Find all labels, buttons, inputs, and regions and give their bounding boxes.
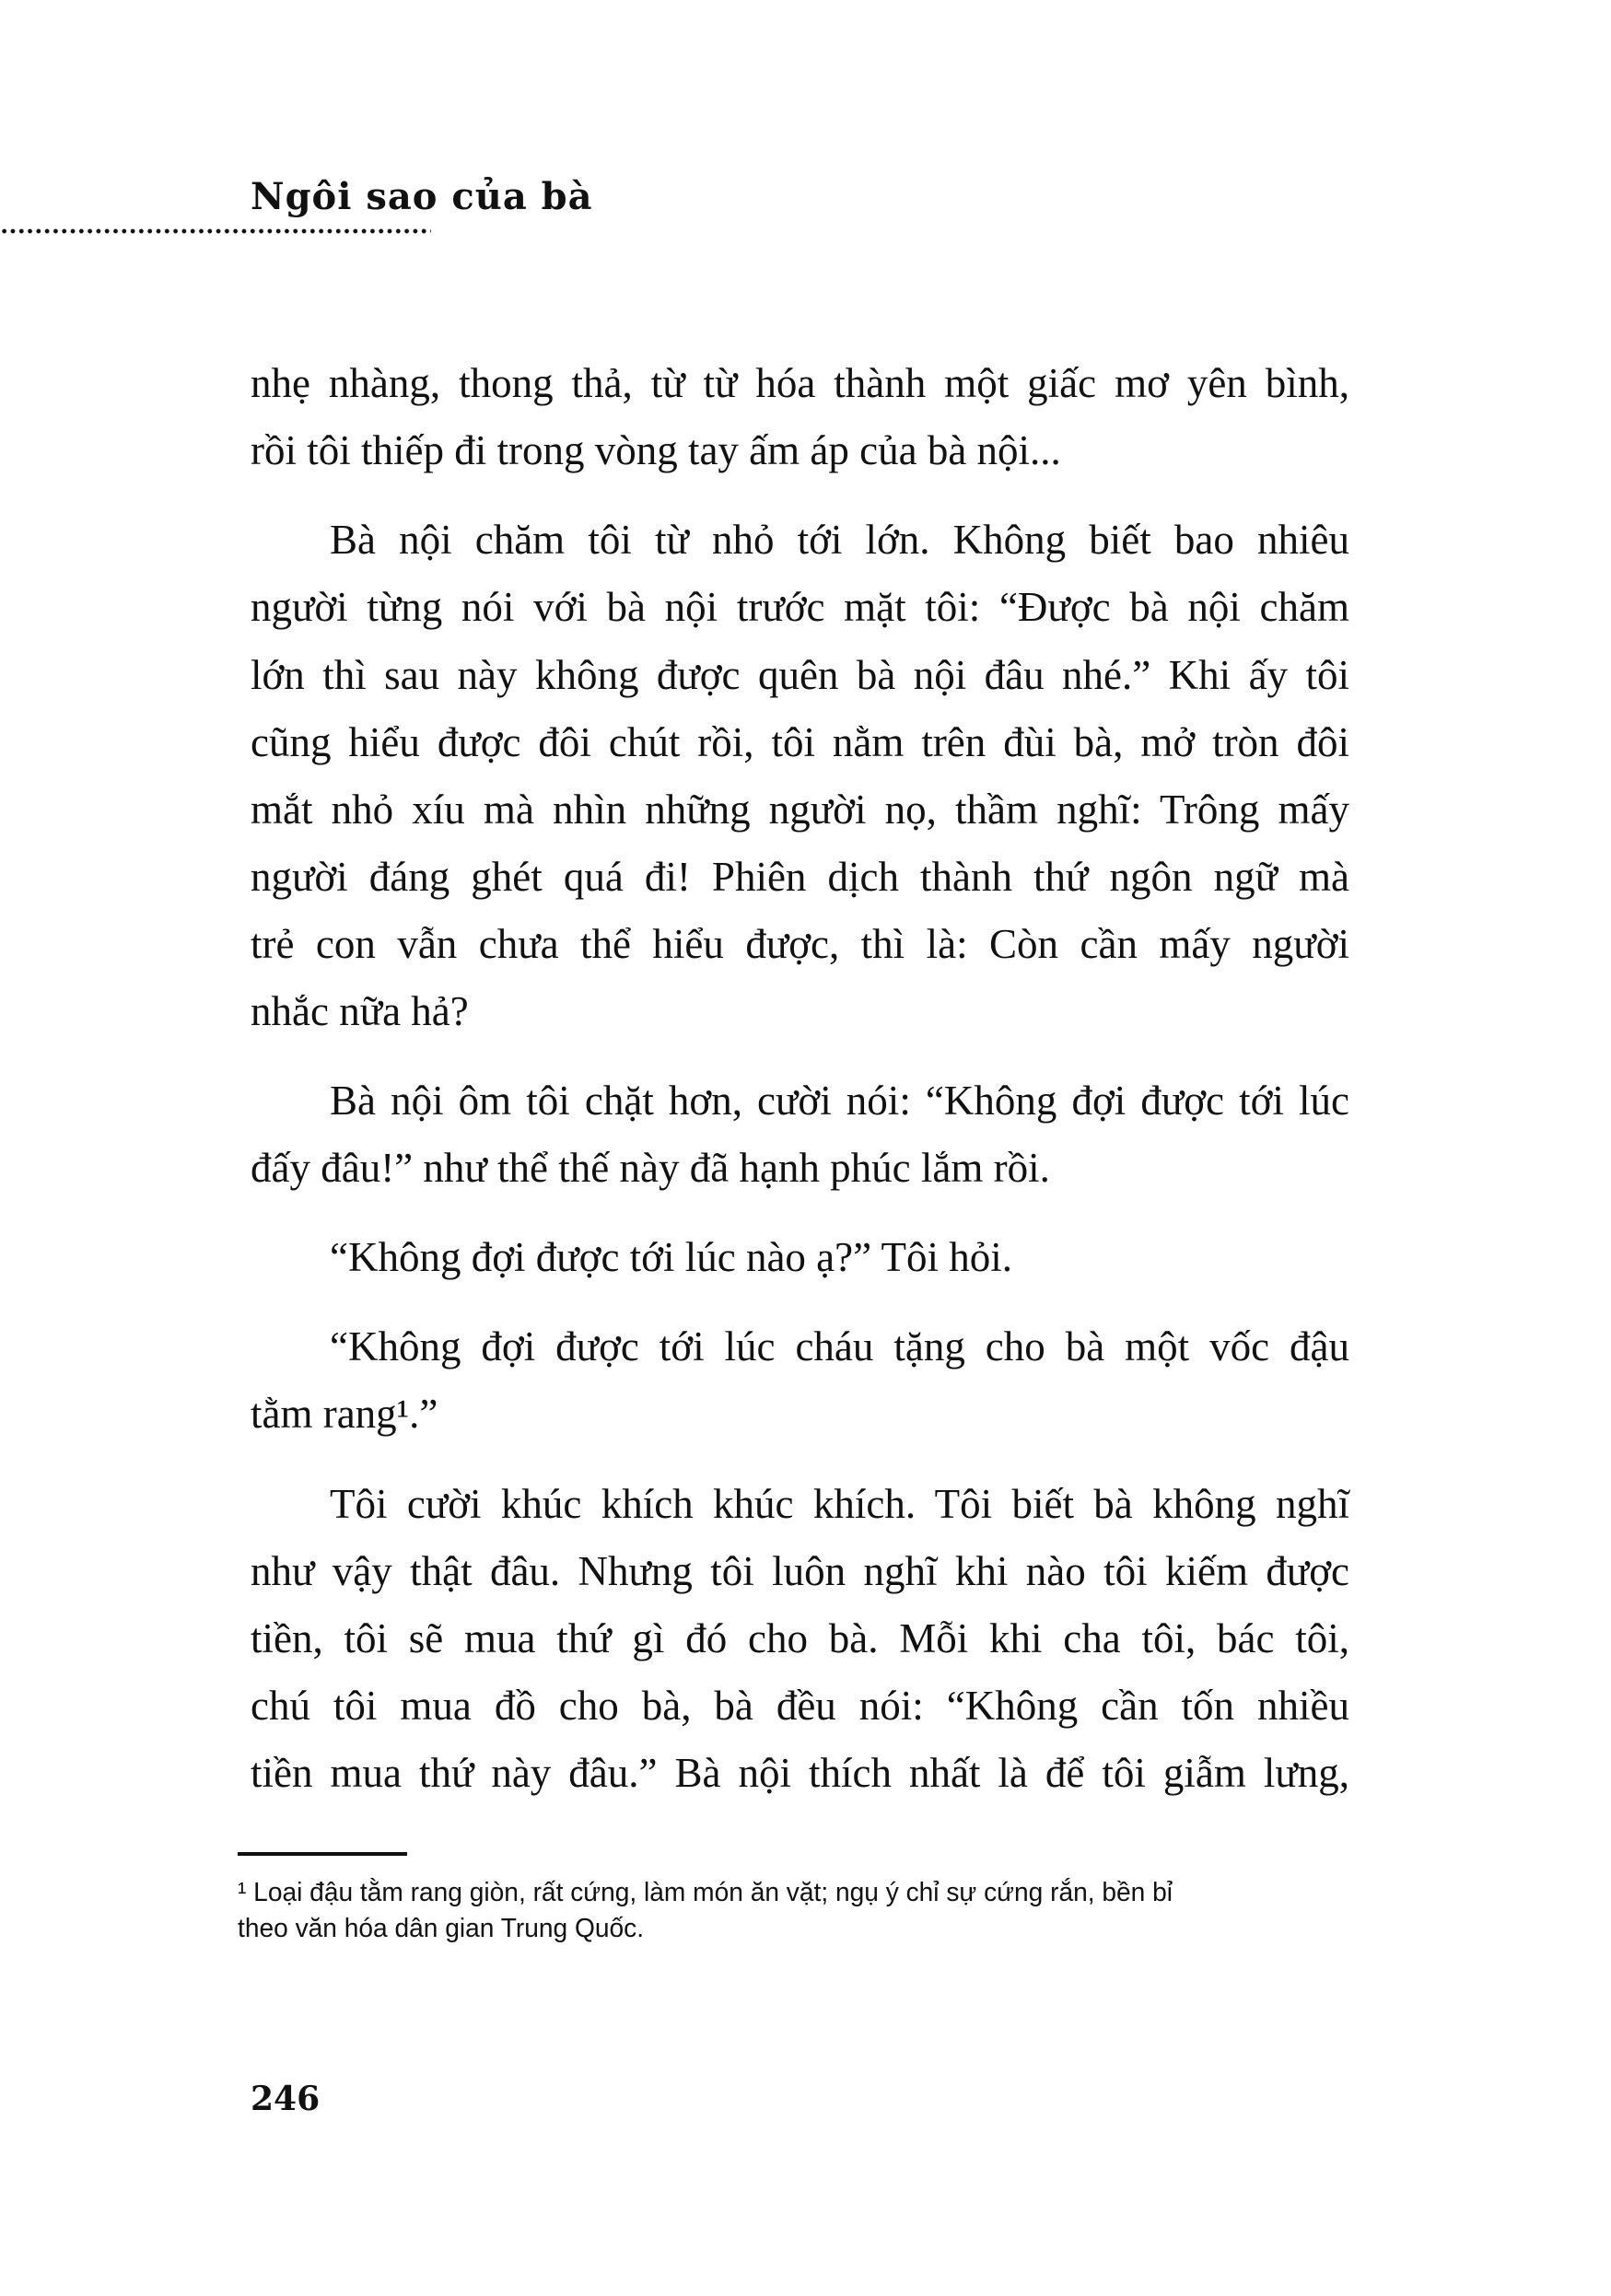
footnote-separator <box>238 1852 407 1856</box>
body-line: Tôi cười khúc khích khúc khích. Tôi biết bà không nghĩ <box>330 1481 1349 1527</box>
body-line: tằm rang¹.” <box>251 1391 438 1437</box>
footnote-line: theo văn hóa dân gian Trung Quốc. <box>238 1914 645 1943</box>
body-line: lớn thì sau này không được quên bà nội đâu nhé.” Khi ấy tôi <box>251 652 1349 698</box>
footnote-line: ¹ Loại đậu tằm rang giòn, rất cứng, làm món ăn vặt; ngụ ý chỉ sự cứng rắn, bền bỉ <box>238 1878 1173 1907</box>
body-line: như vậy thật đâu. Nhưng tôi luôn nghĩ khi nào tôi kiếm được <box>251 1548 1349 1594</box>
body-line: trẻ con vẫn chưa thể hiểu được, thì là: Còn cần mấy người <box>251 921 1349 967</box>
body-line: tiền, tôi sẽ mua thứ gì đó cho bà. Mỗi khi cha tôi, bác tôi, <box>251 1615 1349 1661</box>
body-line: người từng nói với bà nội trước mặt tôi: “Được bà nội chăm <box>251 584 1349 630</box>
body-line: mắt nhỏ xíu mà nhìn những người nọ, thầm nghĩ: Trông mấy <box>251 787 1349 833</box>
header-dotted-rule <box>0 228 431 234</box>
body-line: chú tôi mua đồ cho bà, bà đều nói: “Không cần tốn nhiều <box>251 1683 1349 1729</box>
body-line: Bà nội ôm tôi chặt hơn, cười nói: “Không đợi được tới lúc <box>330 1078 1349 1124</box>
body-line: rồi tôi thiếp đi trong vòng tay ấm áp của bà nội... <box>251 427 1061 473</box>
body-line: Bà nội chăm tôi từ nhỏ tới lớn. Không biết bao nhiêu <box>330 517 1349 563</box>
page-number: 246 <box>251 2080 321 2118</box>
body-line: “Không đợi được tới lúc cháu tặng cho bà một vốc đậu <box>330 1323 1349 1369</box>
body-line: “Không đợi được tới lúc nào ạ?” Tôi hỏi. <box>330 1234 1013 1280</box>
body-line: người đáng ghét quá đi! Phiên dịch thành thứ ngôn ngữ mà <box>251 854 1349 900</box>
body-line: nhắc nữa hả? <box>251 988 469 1034</box>
running-header-title: Ngôi sao của bà <box>251 175 593 218</box>
body-line: tiền mua thứ này đâu.” Bà nội thích nhất là để tôi giẫm lưng, <box>251 1750 1349 1796</box>
body-line: cũng hiểu được đôi chút rồi, tôi nằm trên đùi bà, mở tròn đôi <box>251 719 1349 765</box>
body-line: đấy đâu!” như thể thế này đã hạnh phúc lắm rồi. <box>251 1145 1050 1191</box>
body-line: nhẹ nhàng, thong thả, từ từ hóa thành một giấc mơ yên bình, <box>251 360 1349 406</box>
